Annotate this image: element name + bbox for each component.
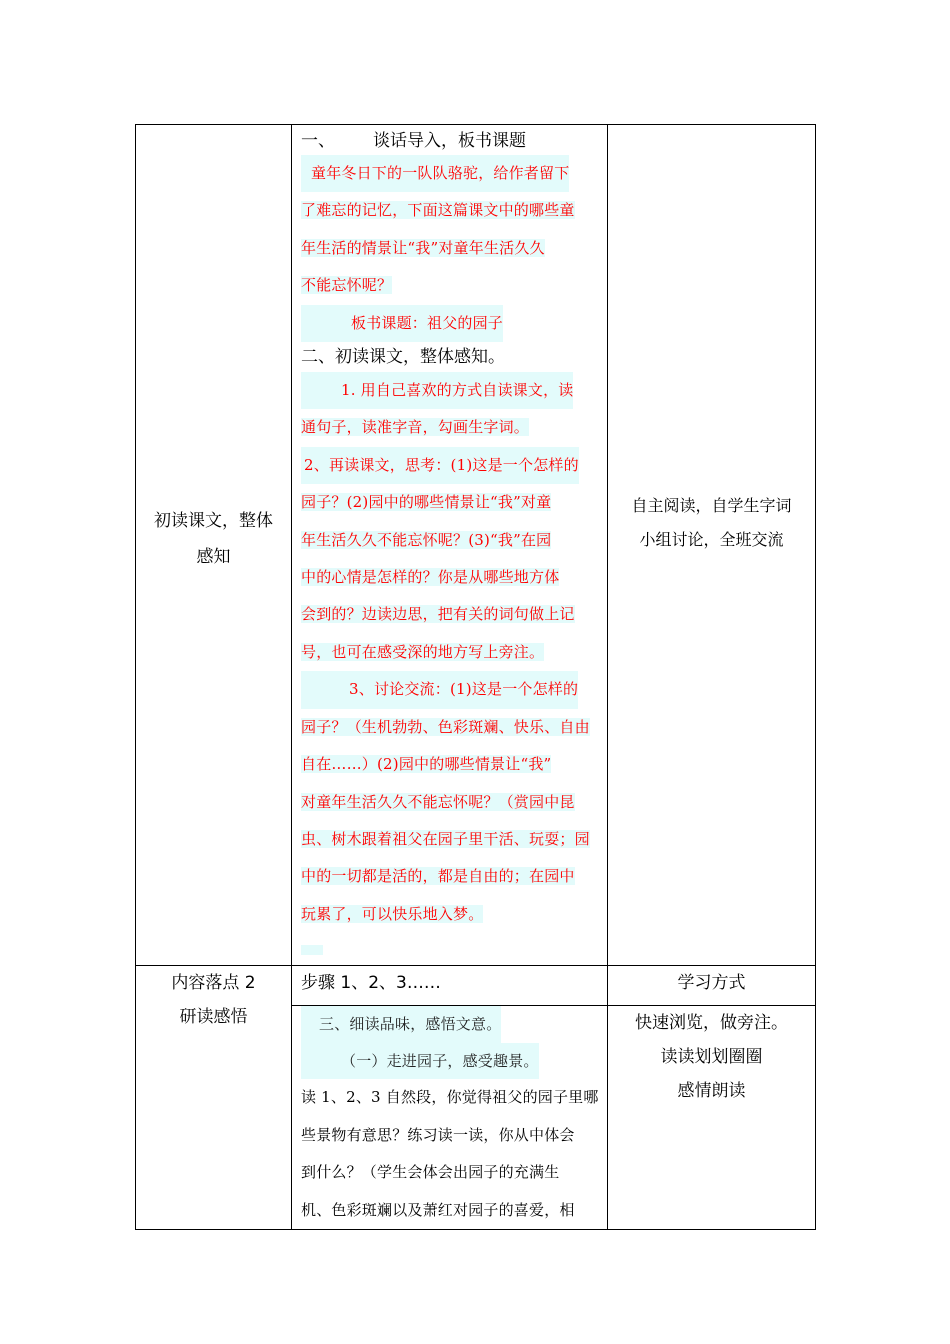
method-line2: 小组讨论，全班交流 — [639, 530, 784, 549]
procedure-cell — [292, 125, 608, 966]
board-title-line: 板书课题：祖父的园子 — [301, 305, 601, 342]
study-body: 读 1、2、3 自然段，你觉得祖父的园子里哪 些景物有意思？练习读一读，你从中体会 到什么？（学生会体会出园子的充满生 机、色彩斑斓以及萧红对园子的喜爱，相 — [301, 1088, 599, 1219]
empty-highlight — [301, 945, 323, 955]
heading-three: 三、细读品味，感悟文意。 — [301, 1006, 601, 1043]
stage-label-cell — [136, 125, 292, 966]
study-label: 研读感悟 — [179, 1007, 248, 1027]
stage-label-line2: 感知 — [196, 547, 231, 567]
study-method-line2: 读读划划圈圈 — [660, 1047, 763, 1067]
learning-method-cell — [608, 125, 816, 966]
step1-paragraph: 1. 用自己喜欢的方式自读课文，读 通句子，读准字音，勾画生字词。 — [301, 372, 601, 447]
table-row — [136, 125, 816, 966]
study-method-line3: 感情朗读 — [677, 1081, 746, 1101]
study-method-cell — [608, 1006, 816, 1230]
method-line1: 自主阅读，自学生字词 — [631, 496, 792, 515]
heading-two: 二、初读课文，整体感知。 — [301, 347, 505, 368]
stage-label-line1: 初读课文，整体 — [154, 511, 273, 531]
lesson-plan-table — [135, 124, 816, 1230]
sub-heading-one: （一）走进园子，感受趣景。 — [301, 1043, 601, 1079]
step3-paragraph: 3、讨论交流：(1)这是一个怎样的 园子？（生机勃勃、色彩斑斓、快乐、自由 自在……）(2)园中的哪些情景让“我” 对童年生活久久不能忘怀呢？（赏园中昆 虫、树木跟着祖父在园子里干活、玩耍；园 中的一切都是活的，都是自由的；在园中 玩累了，可以快乐地入梦。 — [301, 671, 601, 933]
content-point-cell — [136, 966, 292, 1230]
study-procedure-cell — [292, 1006, 608, 1230]
content-point-label: 内容落点 2 — [171, 973, 256, 993]
table-row — [136, 966, 816, 1006]
steps-cell: 步骤 1、2、3…… — [292, 966, 608, 1006]
intro-paragraph: 童年冬日下的一队队骆驼，给作者留下 了难忘的记忆，下面这篇课文中的哪些童 年生活的情景让“我”对童年生活久久 不能忘怀呢？ — [301, 155, 601, 305]
heading-one: 一、 谈话导入，板书课题 — [301, 131, 526, 151]
method-header-cell: 学习方式 — [608, 966, 816, 1006]
step2-paragraph: 2、再读课文，思考：(1)这是一个怎样的 园子？(2)园中的哪些情景让“我”对童 年生活久久不能忘怀呢？(3)“我”在园 中的心情是怎样的？你是从哪些地方体 会到的？边读边思，把有关的词句做上记 号，也可在感受深的地方写上旁注。 — [301, 447, 601, 671]
study-method-line1: 快速浏览，做旁注。 — [635, 1013, 788, 1033]
